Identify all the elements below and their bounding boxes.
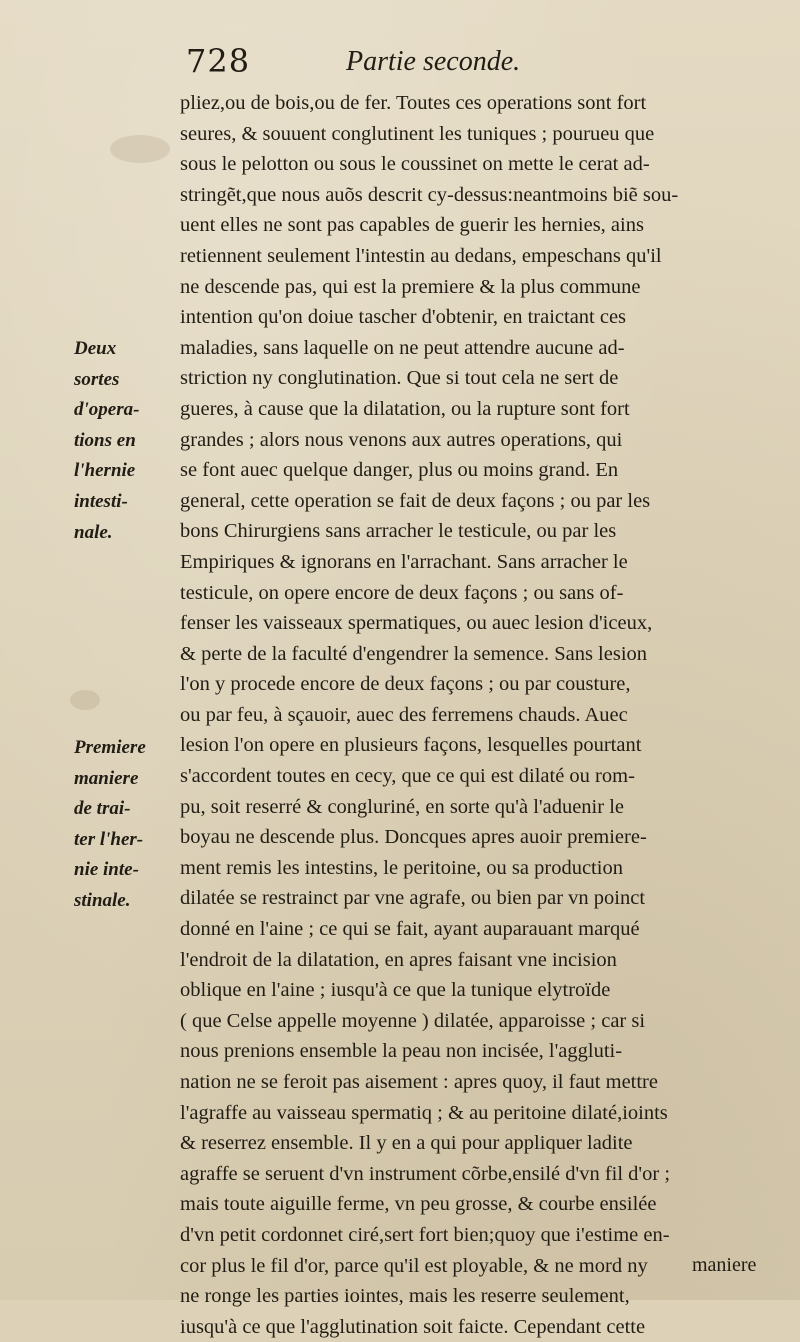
text-line: fenser les vaisseaux spermatiques, ou auec lesion d'iceux, bbox=[180, 612, 653, 635]
marginal-note-line: tions en bbox=[74, 429, 136, 451]
text-line: grandes ; alors nous venons aux autres operations, qui bbox=[180, 428, 623, 451]
running-head: Partie seconde. bbox=[346, 46, 521, 77]
text-line: cor plus le fil d'or, parce qu'il est ployable, & ne mord ny bbox=[180, 1254, 648, 1277]
text-line: agraffe se seruent d'vn instrument cõrbe,ensilé d'vn fil d'or ; bbox=[180, 1162, 671, 1185]
marginal-note-line: nie inte- bbox=[74, 859, 139, 881]
text-line: pliez,ou de bois,ou de fer. Toutes ces operations sont fort bbox=[180, 92, 647, 114]
text-line: intention qu'on doiue tascher d'obtenir, en traictant ces bbox=[180, 306, 627, 329]
marginal-note-line: nale. bbox=[74, 521, 113, 543]
text-line: oblique en l'aine ; iusqu'à ce que la tunique elytroïde bbox=[180, 979, 611, 1002]
text-line: l'endroit de la dilatation, en apres faisant vne incision bbox=[180, 948, 617, 971]
text-line: general, cette operation se fait de deux façons ; ou par les bbox=[180, 489, 651, 512]
text-line: mais toute aiguille ferme, vn peu grosse, & courbe ensilée bbox=[180, 1193, 657, 1216]
text-line: ne descende pas, qui est la premiere & la plus commune bbox=[180, 275, 641, 298]
text-line: & perte de la faculté d'engendrer la semence. Sans lesion bbox=[180, 642, 648, 665]
marginal-note-two-operations bbox=[74, 334, 174, 548]
text-line: seures, & souuent conglutinent les tuniques ; pourueu que bbox=[180, 122, 655, 145]
marginal-note-line: Premiere bbox=[74, 737, 146, 758]
text-line: sous le pelotton ou sous le coussinet on mette le cerat ad- bbox=[180, 153, 650, 176]
text-line: retiennent seulement l'intestin au dedans, empeschans qu'il bbox=[180, 244, 662, 267]
text-line: uent elles ne sont pas capables de guerir les hernies, ains bbox=[180, 214, 644, 237]
marginal-note-line: de trai- bbox=[74, 798, 131, 820]
text-line: pu, soit reserré & congluriné, en sorte qu'à l'aduenir le bbox=[180, 795, 625, 818]
text-line: d'vn petit cordonnet ciré,sert fort bien;quoy que i'estime en- bbox=[180, 1223, 670, 1246]
marginal-note-line: Deux bbox=[74, 338, 117, 359]
marginal-note-line: l'hernie bbox=[74, 460, 136, 482]
text-line: nation ne se feroit pas aisement : apres quoy, il faut mettre bbox=[180, 1071, 658, 1093]
page-number: 728 bbox=[186, 42, 251, 80]
marginal-note-line: maniere bbox=[74, 767, 139, 789]
text-line: stringẽt,que nous auõs descrit cy-dessus:neantmoins biẽ sou- bbox=[180, 183, 679, 206]
text-line: lesion l'on opere en plusieurs façons, lesquelles pourtant bbox=[180, 734, 642, 757]
body-text bbox=[180, 88, 780, 1342]
text-line: ou par feu, à sçauoir, auec des ferremens chauds. Auec bbox=[180, 703, 628, 726]
text-line: se font auec quelque danger, plus ou moins grand. En bbox=[180, 459, 619, 482]
page-header bbox=[186, 42, 706, 90]
text-line: nous prenions ensemble la peau non incisée, l'aggluti- bbox=[180, 1040, 623, 1063]
marginal-note-line: sortes bbox=[74, 368, 120, 390]
text-line: bons Chirurgiens sans arracher le testicule, ou par les bbox=[180, 520, 617, 543]
marginal-note-line: d'opera- bbox=[74, 399, 140, 421]
text-line: iusqu'à ce que l'agglutination soit faicte. Cependant cette bbox=[180, 1315, 646, 1338]
text-line: dilatée se restrainct par vne agrafe, ou bien par vn poinct bbox=[180, 887, 646, 910]
marginal-note-line: stinale. bbox=[74, 889, 131, 911]
text-line: maladies, sans laquelle on ne peut attendre aucune ad- bbox=[180, 336, 625, 359]
marginal-note-line: intesti- bbox=[74, 490, 128, 512]
text-line: l'on y procede encore de deux façons ; ou par cousture, bbox=[180, 673, 631, 696]
text-line: ( que Celse appelle moyenne ) dilatée, apparoisse ; car si bbox=[180, 1009, 646, 1032]
catchword: maniere bbox=[692, 1254, 757, 1276]
paper-stain bbox=[70, 690, 100, 710]
text-line: donné en l'aine ; ce qui se fait, ayant auparauant marqué bbox=[180, 918, 640, 941]
marginal-note-line: ter l'her- bbox=[74, 828, 144, 850]
text-line: boyau ne descende plus. Doncques apres auoir premiere- bbox=[180, 826, 647, 849]
text-line: ment remis les intestins, le peritoine, ou sa production bbox=[180, 856, 623, 879]
paper-stain bbox=[110, 135, 170, 163]
text-line: striction ny conglutination. Que si tout cela ne sert de bbox=[180, 367, 619, 390]
text-line: ne ronge les parties iointes, mais les reserre seulement, bbox=[180, 1285, 630, 1308]
text-line: & reserrez ensemble. Il y en a qui pour appliquer ladite bbox=[180, 1132, 633, 1155]
marginal-note-first-method bbox=[74, 733, 174, 917]
text-line: Empiriques & ignorans en l'arrachant. Sans arracher le bbox=[180, 550, 628, 573]
text-line: gueres, à cause que la dilatation, ou la rupture sont fort bbox=[180, 397, 630, 420]
text-line: s'accordent toutes en cecy, que ce qui est dilaté ou rom- bbox=[180, 765, 635, 788]
text-line: l'agraffe au vaisseau spermatiq ; & au peritoine dilaté,ioints bbox=[180, 1101, 668, 1124]
text-line: testicule, on opere encore de deux façons ; ou sans of- bbox=[180, 581, 624, 604]
